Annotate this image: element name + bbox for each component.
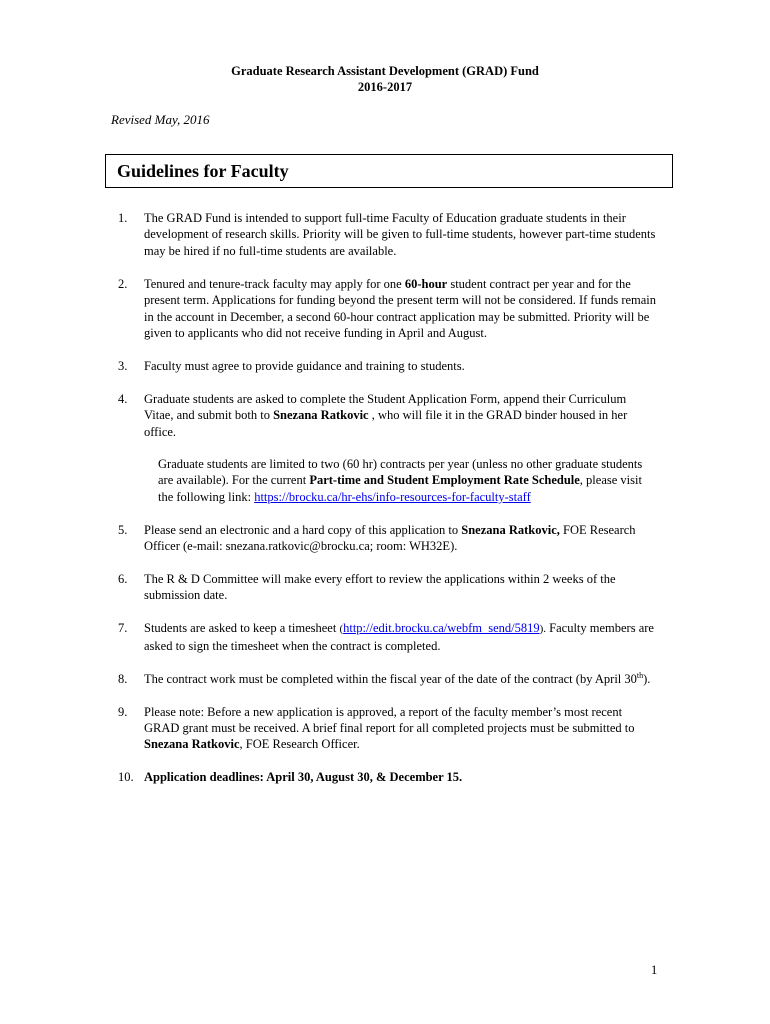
item-text: The GRAD Fund is intended to support full-time Faculty of Education graduate students in their development of research skills. Priority will be given to full-time students, however part-time students may be hired if no full-time students are available. <box>144 211 656 258</box>
list-item-6 <box>118 571 658 604</box>
contact-name: Snezana Ratkovic <box>144 737 240 752</box>
item-number: 1. <box>118 211 128 225</box>
item-bold-text: 60-hour <box>404 276 448 291</box>
item-number: 2. <box>118 276 128 291</box>
rate-schedule-link[interactable]: https://brocku.ca/hr-ehs/info-resources-for-faculty-staff <box>254 489 531 504</box>
list-item-9 <box>118 704 658 753</box>
ordinal-suffix: th <box>636 670 644 680</box>
sub-paragraph <box>158 456 658 505</box>
item-text: , FOE Research Officer. <box>239 737 360 752</box>
item-number: 10. <box>118 770 134 785</box>
document-title: Graduate Research Assistant Development (GRAD) Fund <box>231 64 539 78</box>
contact-name: Snezana Ratkovic, <box>461 522 560 537</box>
page-number: 1 <box>651 963 658 977</box>
item-text: The R & D Committee will make every effort to review the applications within 2 weeks of the submission date. <box>144 572 616 603</box>
list-item-3 <box>118 358 658 374</box>
item-number: 9. <box>118 704 128 719</box>
list-item-1 <box>118 210 658 259</box>
list-item-5 <box>118 522 658 555</box>
item-text: The contract work must be completed within the fiscal year of the date of the contract (by April 30 <box>144 671 637 686</box>
paren-close: ). <box>539 623 547 636</box>
item-number: 5. <box>118 522 128 537</box>
item-text: Tenured and tenure-track faculty may apply for one <box>144 276 405 291</box>
item-text: Faculty members are asked to sign the timesheet when the contract is completed. <box>144 621 654 653</box>
section-title: Guidelines for Faculty <box>117 161 289 181</box>
item-number: 3. <box>118 358 128 373</box>
item-text: Please send an electronic and a hard copy of this application to <box>144 522 462 537</box>
section-title-box <box>105 154 673 188</box>
sub-text: , please visit the following link: <box>158 473 642 504</box>
list-item-4 <box>118 391 658 505</box>
item-number: 7. <box>118 621 128 636</box>
item-text: , who will file it in the GRAD binder housed in her office. <box>144 408 628 439</box>
list-item-2 <box>118 276 658 342</box>
item-text: ). <box>643 671 651 686</box>
paren-open: ( <box>339 623 344 636</box>
item-number: 6. <box>118 572 128 586</box>
item-text: student contract per year and for the present term. Applications for funding beyond the present term will not be considered. If funds remain in the account in December, a second 60-hour contract application may be submitted. Priority will be given to applicants who did not receive funding in April and August. <box>144 276 657 340</box>
guidelines-list <box>118 210 658 802</box>
document-header <box>0 63 770 95</box>
sub-text: Graduate students are limited to two (60 hr) contracts per year (unless no other graduate students are available). For the current <box>158 456 643 488</box>
revised-date: Revised May, 2016 <box>111 112 210 127</box>
list-item-8 <box>118 671 658 687</box>
item-text: Graduate students are asked to complete the Student Application Form, append their Curriculum Vitae, and submit both to <box>144 391 627 423</box>
item-text: FOE Research Officer (e-mail: snezana.ratkovic@brocku.ca; room: WH32E). <box>144 522 636 554</box>
item-text: Please note: Before a new application is approved, a report of the faculty member’s most recent GRAD grant must be received. A brief final report for all completed projects must be submitted to <box>144 704 635 735</box>
timesheet-link[interactable]: http://edit.brocku.ca/webfm_send/5819 <box>343 621 540 636</box>
list-item-10 <box>118 769 658 785</box>
list-item-7 <box>118 620 658 654</box>
rate-schedule-title: Part-time and Student Employment Rate Schedule <box>309 473 580 488</box>
contact-name: Snezana Ratkovic <box>273 408 369 423</box>
item-text: Students are asked to keep a timesheet <box>144 621 340 636</box>
item-number: 8. <box>118 671 128 686</box>
document-year: 2016-2017 <box>357 80 413 94</box>
item-number: 4. <box>118 391 128 406</box>
application-deadlines: Application deadlines: April 30, August 30, & December 15. <box>144 770 463 785</box>
item-text: Faculty must agree to provide guidance and training to students. <box>144 358 465 373</box>
